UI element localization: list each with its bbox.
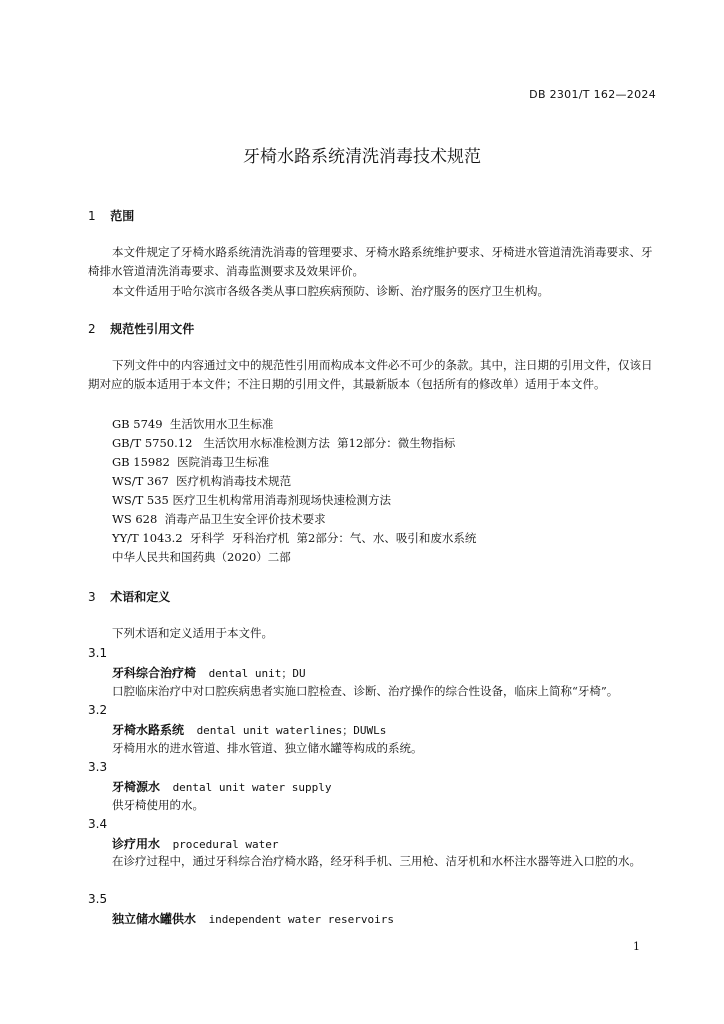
document-title: 牙椅水路系统清洗消毒技术规范 (243, 147, 481, 167)
reference-item: GB 5749 生活饮用水卫生标准 (112, 417, 274, 431)
term-zh: 独立储水罐供水 (112, 912, 197, 926)
term-heading (112, 835, 279, 852)
term-number: 3.1 (88, 646, 108, 660)
section-3-intro: 下列术语和定义适用于本文件。 (112, 626, 273, 640)
term-number: 3.2 (88, 703, 108, 717)
term-zh: 牙椅水路系统 (112, 723, 185, 737)
reference-item: 中华人民共和国药典（2020）二部 (112, 550, 291, 564)
term-number: 3.3 (88, 760, 108, 774)
section-1-paragraph-1: 本文件规定了牙椅水路系统清洗消毒的管理要求、牙椅水路系统维护要求、牙椅进水管道清洗消毒要求、牙椅排水管道清洗消毒要求、消毒监测要求及效果评价。 (88, 245, 653, 278)
term-en: dental unit water supply (172, 781, 332, 794)
reference-item: WS 628 消毒产品卫生安全评价技术要求 (112, 512, 326, 526)
section-3-heading (88, 588, 170, 605)
term-en: procedural water (172, 838, 279, 851)
term-definition: 牙椅用水的进水管道、排水管道、独立储水罐等构成的系统。 (112, 741, 423, 755)
term-en: independent water reservoirs (208, 913, 394, 926)
section-1-heading (88, 207, 134, 224)
section-number: 3 (88, 590, 96, 604)
section-1-paragraph-2: 本文件适用于哈尔滨市各级各类从事口腔疾病预防、诊断、治疗服务的医疗卫生机构。 (112, 284, 549, 298)
term-en: dental unit waterlines；DUWLs (196, 724, 387, 737)
reference-item: YY/T 1043.2 牙科学 牙科治疗机 第2部分：气、水、吸引和废水系统 (112, 531, 477, 545)
term-heading (112, 910, 394, 927)
term-heading (112, 721, 386, 738)
standard-code: DB 2301/T 162—2024 (529, 88, 656, 101)
term-definition: 口腔临床治疗中对口腔疾病患者实施口腔检查、诊断、治疗操作的综合性设备，临床上简称“牙椅”。 (112, 684, 619, 698)
section-2-heading (88, 320, 194, 337)
term-definition: 供牙椅使用的水。 (112, 798, 204, 812)
term-number: 3.5 (88, 892, 108, 906)
reference-item: GB/T 5750.12 生活饮用水标准检测方法 第12部分：微生物指标 (112, 436, 456, 450)
section-title: 规范性引用文件 (110, 322, 195, 336)
term-definition: 在诊疗过程中，通过牙科综合治疗椅水路，经牙科手机、三用枪、洁牙机和水杯注水器等进入口腔的水。 (112, 854, 641, 868)
section-number: 2 (88, 322, 96, 336)
section-2-intro: 下列文件中的内容通过文中的规范性引用而构成本文件必不可少的条款。其中，注日期的引用文件，仅该日期对应的版本适用于本文件；不注日期的引用文件，其最新版本（包括所有的修改单）适用于本文件。 (88, 358, 653, 391)
reference-item: WS/T 535 医疗卫生机构常用消毒剂现场快速检测方法 (112, 493, 392, 507)
term-heading (112, 664, 306, 681)
section-title: 范围 (110, 209, 135, 223)
term-en: dental unit；DU (208, 667, 306, 680)
reference-item: GB 15982 医院消毒卫生标准 (112, 455, 270, 469)
term-zh: 诊疗用水 (112, 837, 161, 851)
term-number: 3.4 (88, 817, 108, 831)
term-heading (112, 778, 332, 795)
term-zh: 牙科综合治疗椅 (112, 666, 197, 680)
reference-item: WS/T 367 医疗机构消毒技术规范 (112, 474, 292, 488)
page-number: 1 (633, 940, 640, 953)
section-number: 1 (88, 209, 96, 223)
term-zh: 牙椅源水 (112, 780, 161, 794)
section-title: 术语和定义 (110, 590, 171, 604)
